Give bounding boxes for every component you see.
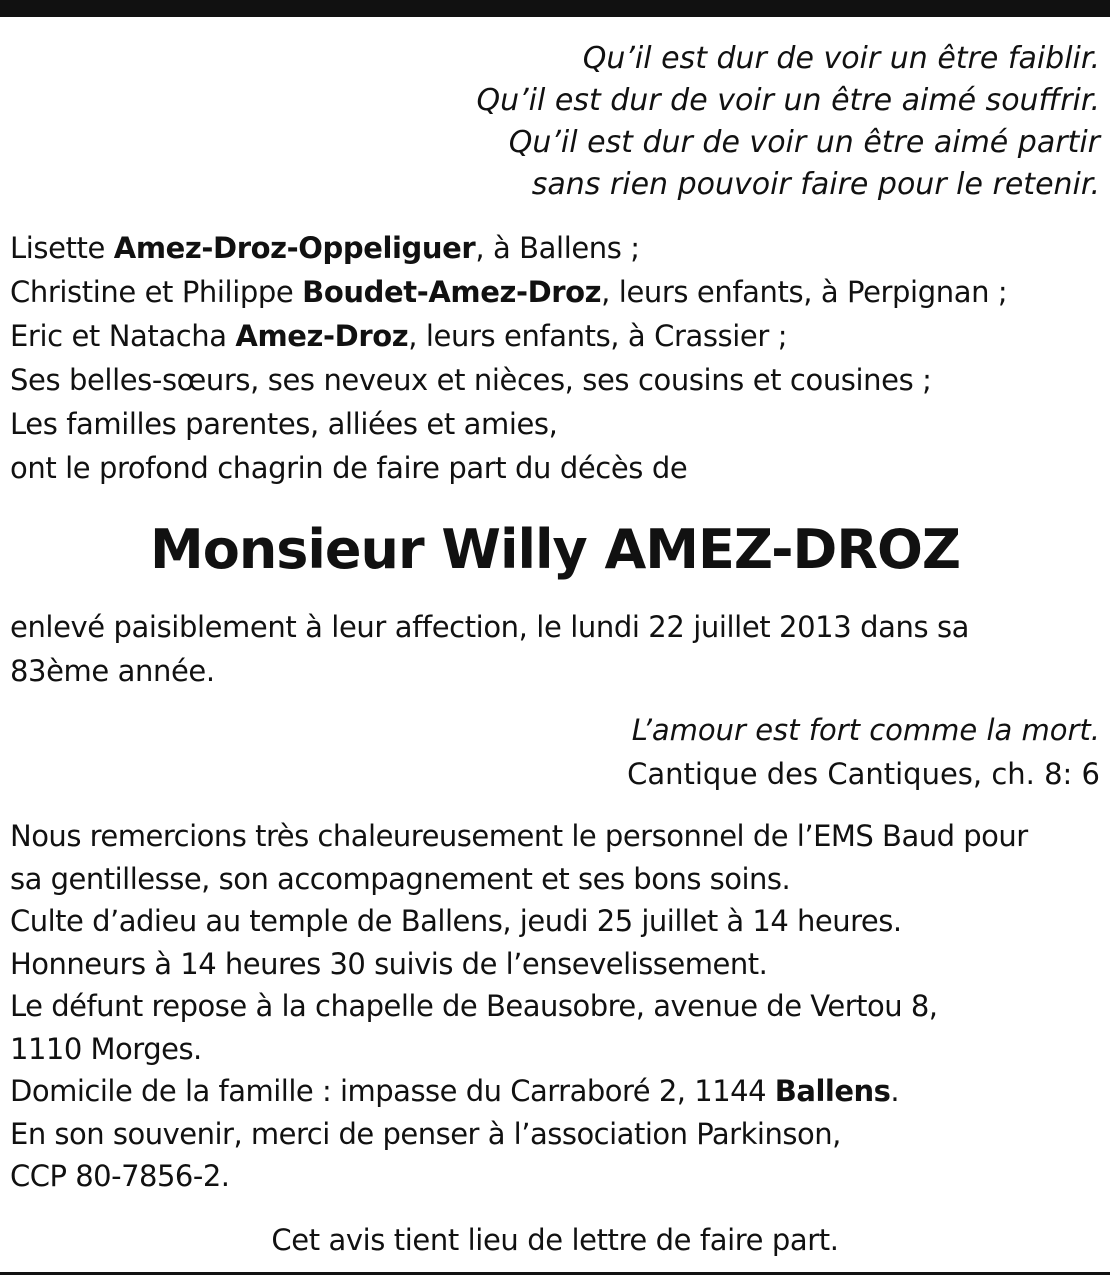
family-line-text: , à Ballens ; [475,231,640,265]
poem-line: Qu’il est dur de voir un être aimé souffrir. [476,83,1100,118]
deceased-name: Monsieur Willy AMEZ-DROZ [149,518,961,581]
family-line-text: Christine et Philippe [10,275,303,309]
family-announcement [10,226,1007,490]
top-border-rule [0,0,1110,17]
info-line: En son souvenir, merci de penser à l’association Parkinson, [10,1116,841,1151]
poem-line: sans rien pouvoir faire pour le retenir. [531,167,1100,202]
family-line-text: Ses belles-sœurs, ses neveux et nièces, ses cousins et cousines ; [10,363,932,397]
info-line: 1110 Morges. [10,1031,202,1066]
family-line-text: Eric et Natacha [10,319,236,353]
opening-poem [476,38,1100,206]
info-line: Honneurs à 14 heures 30 suivis de l’ensevelissement. [10,946,768,981]
family-line [10,226,1007,270]
family-surname: Amez-Droz [235,319,409,353]
info-line-text: Domicile de la famille : impasse du Carraboré 2, 1144 [10,1074,775,1108]
family-line-text: Les familles parentes, alliées et amies, [10,407,558,441]
closing-note: Cet avis tient lieu de lettre de faire part. [271,1223,839,1257]
bible-quote [627,708,1100,796]
passing-line: enlevé paisiblement à leur affection, le lundi 22 juillet 2013 dans sa [10,610,970,644]
bottom-border-rule [0,1272,1110,1275]
family-line-text: ont le profond chagrin de faire part du décès de [10,451,688,485]
quote-text: L’amour est fort comme la mort. [631,713,1100,747]
info-line: CCP 80-7856-2. [10,1159,230,1193]
family-line [10,270,1007,314]
poem-line: Qu’il est dur de voir un être faiblir. [582,41,1100,76]
info-line: Nous remercions très chaleureusement le personnel de l’EMS Baud pour [10,819,1028,853]
family-surname: Amez-Droz-Oppeliguer [113,231,476,265]
funeral-information [10,815,1028,1198]
info-line-text: . [890,1074,900,1108]
poem-line: Qu’il est dur de voir un être aimé partir [508,125,1100,160]
family-line-text: , leurs enfants, à Crassier ; [408,319,788,353]
family-line [10,446,1007,490]
info-line [10,1070,1028,1113]
family-line [10,358,1007,402]
info-line: Culte d’adieu au temple de Ballens, jeudi 25 juillet à 14 heures. [10,904,902,938]
quote-reference: Cantique des Cantiques, ch. 8: 6 [627,757,1100,791]
passing-line: 83ème année. [10,654,215,688]
family-line [10,402,1007,446]
family-town: Ballens [774,1074,891,1108]
family-surname: Boudet-Amez-Droz [302,275,602,309]
info-line: Le défunt repose à la chapelle de Beausobre, avenue de Vertou 8, [10,989,938,1023]
family-line-text: Lisette [10,231,114,265]
passing-notice [10,605,969,693]
family-line [10,314,1007,358]
info-line: sa gentillesse, son accompagnement et ses bons soins. [10,861,791,896]
family-line-text: , leurs enfants, à Perpignan ; [601,275,1008,309]
